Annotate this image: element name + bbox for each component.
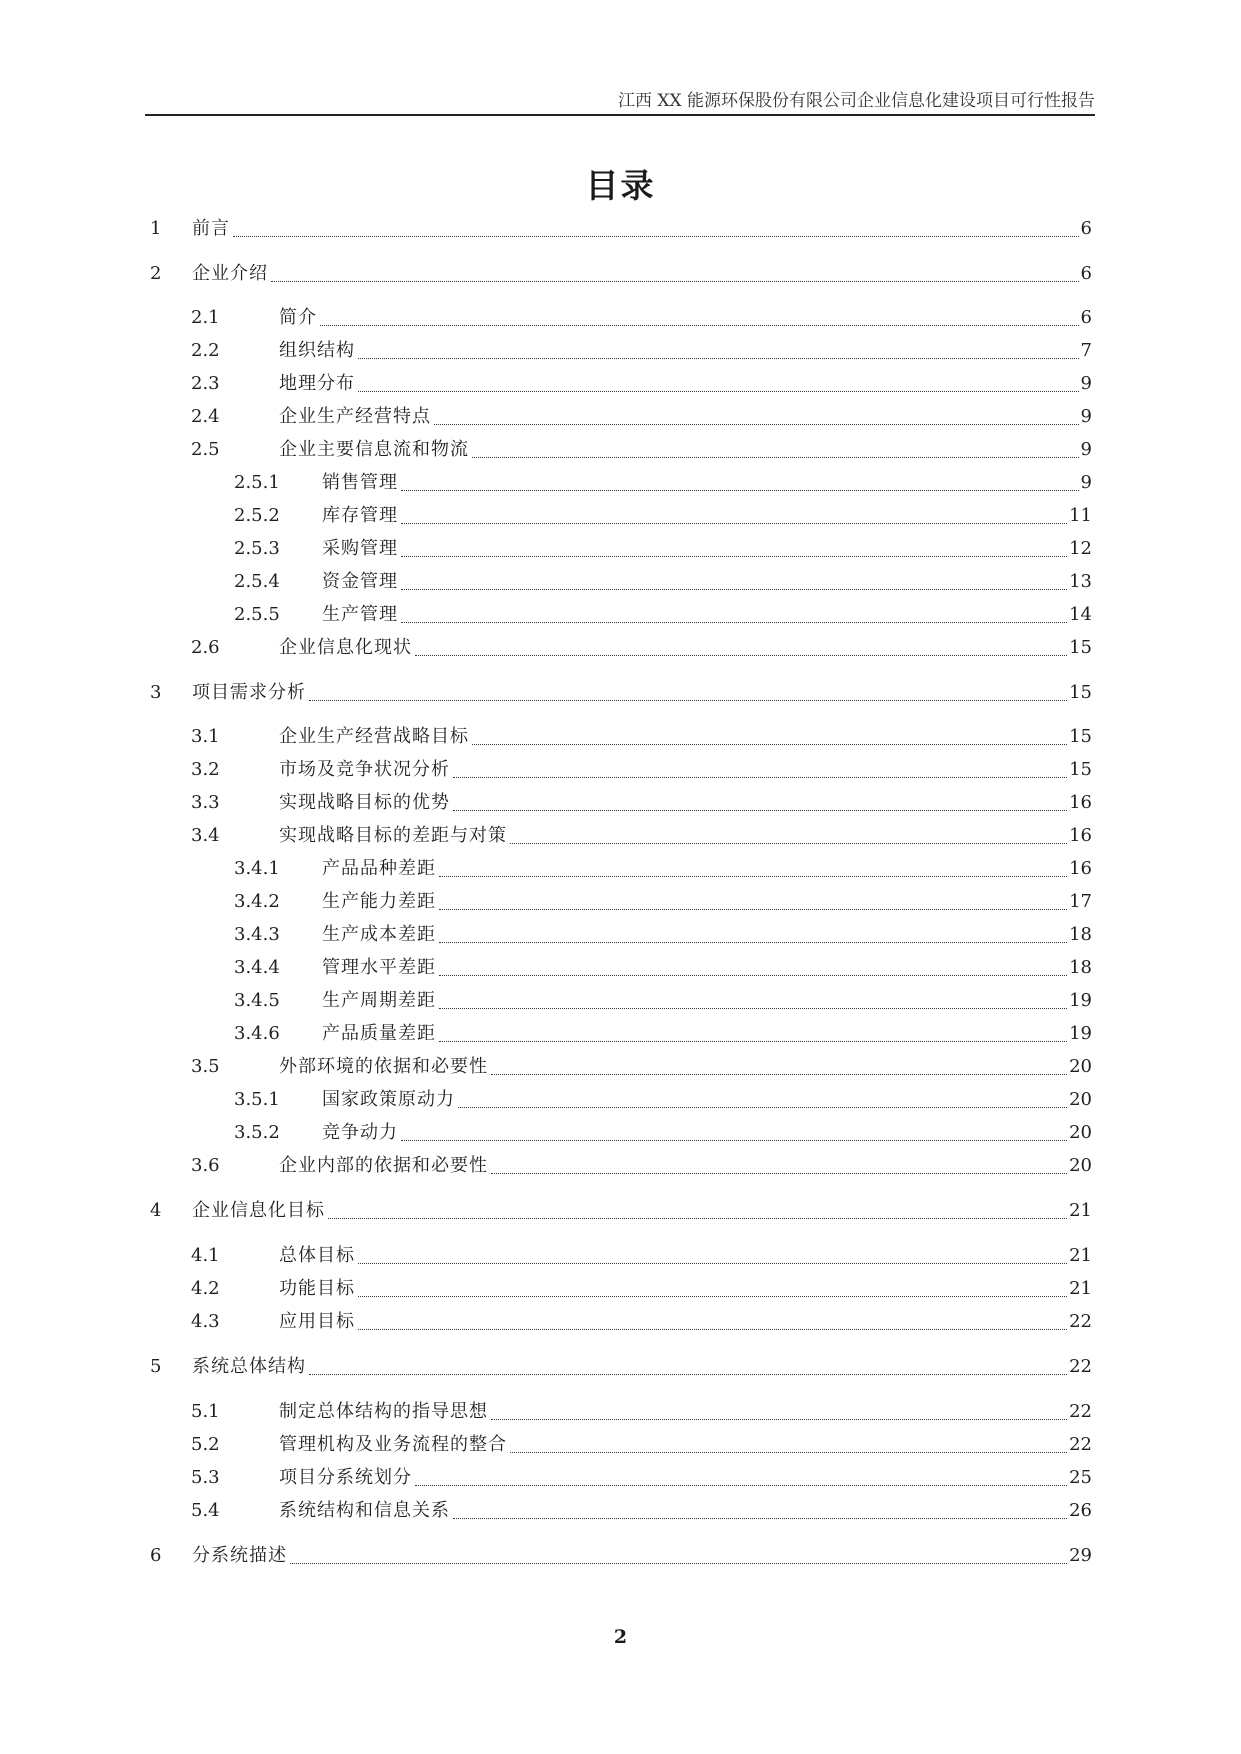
toc-entry-number: 5.1 (191, 1401, 220, 1422)
toc-entry-title: 实现战略目标的差距与对策 (279, 825, 507, 846)
toc-entry-title: 销售管理 (322, 472, 398, 493)
toc-entry-page: 9 (1080, 373, 1092, 394)
toc-entry-number: 2.2 (191, 340, 220, 361)
dot-leader (233, 236, 1079, 237)
dot-leader (401, 556, 1067, 557)
toc-entry[interactable] (191, 1275, 1092, 1303)
toc-entry-number: 5.3 (191, 1467, 220, 1488)
dot-leader (439, 1008, 1067, 1009)
toc-entry-page: 11 (1069, 505, 1092, 526)
dot-leader (320, 325, 1079, 326)
toc-entry-page: 16 (1069, 858, 1092, 879)
toc-entry[interactable] (234, 921, 1092, 949)
dot-leader (439, 942, 1067, 943)
toc-entry-title: 产品质量差距 (322, 1023, 436, 1044)
toc-entry-page: 15 (1069, 726, 1092, 747)
dot-leader (358, 1263, 1067, 1264)
toc-entry-title: 制定总体结构的指导思想 (279, 1401, 488, 1422)
toc-entry-page: 26 (1069, 1500, 1092, 1521)
toc-entry-title: 实现战略目标的优势 (279, 792, 450, 813)
toc-entry-title: 竞争动力 (322, 1122, 398, 1143)
toc-entry[interactable] (191, 1497, 1092, 1525)
toc-entry-page: 7 (1080, 340, 1092, 361)
toc-entry[interactable] (150, 1353, 1092, 1381)
toc-entry-title: 企业信息化现状 (279, 637, 412, 658)
toc-entry-number: 2.5.2 (234, 505, 280, 526)
toc-entry-number: 4.2 (191, 1278, 220, 1299)
toc-entry-page: 18 (1069, 957, 1092, 978)
toc-entry-number: 3.4.5 (234, 990, 280, 1011)
toc-entry-number: 2 (150, 263, 162, 284)
toc-entry-number: 2.5.4 (234, 571, 280, 592)
toc-entry-number: 3.6 (191, 1155, 220, 1176)
dot-leader (401, 622, 1067, 623)
toc-heading: 目录 (585, 166, 656, 205)
toc-entry-title: 项目需求分析 (192, 682, 306, 703)
toc-entry-page: 15 (1069, 759, 1092, 780)
toc-entry-title: 生产成本差距 (322, 924, 436, 945)
toc-entry[interactable] (150, 679, 1092, 707)
toc-entry[interactable] (191, 1152, 1092, 1180)
dot-leader (328, 1218, 1067, 1219)
toc-entry-number: 4.3 (191, 1311, 220, 1332)
toc-entry[interactable] (234, 987, 1092, 1015)
toc-entry[interactable] (234, 1020, 1092, 1048)
toc-entry-number: 3.5 (191, 1056, 220, 1077)
toc-entry-number: 2.1 (191, 307, 220, 328)
toc-entry[interactable] (191, 723, 1092, 751)
toc-entry-title: 企业生产经营战略目标 (279, 726, 469, 747)
toc-entry-title: 库存管理 (322, 505, 398, 526)
toc-entry-page: 14 (1069, 604, 1092, 625)
toc-entry-number: 5 (150, 1356, 162, 1377)
dot-leader (510, 1452, 1067, 1453)
toc-entry-number: 2.3 (191, 373, 220, 394)
toc-entry[interactable] (191, 1431, 1092, 1459)
dot-leader (271, 281, 1079, 282)
toc-entry-title: 系统结构和信息关系 (279, 1500, 450, 1521)
dot-leader (491, 1074, 1067, 1075)
dot-leader (309, 700, 1067, 701)
toc-entry-number: 3.4.3 (234, 924, 280, 945)
dot-leader (415, 655, 1067, 656)
toc-entry-title: 地理分布 (279, 373, 355, 394)
toc-entry-page: 22 (1069, 1356, 1092, 1377)
toc-entry-title: 组织结构 (279, 340, 355, 361)
dot-leader (491, 1173, 1067, 1174)
toc-entry[interactable] (234, 1119, 1092, 1147)
toc-entry-number: 4 (150, 1200, 162, 1221)
toc-entry-title: 系统总体结构 (192, 1356, 306, 1377)
toc-entry-page: 20 (1069, 1155, 1092, 1176)
toc-entry[interactable] (150, 1542, 1092, 1570)
toc-entry-page: 21 (1069, 1245, 1092, 1266)
toc-entry-page: 22 (1069, 1434, 1092, 1455)
toc-entry-title: 生产周期差距 (322, 990, 436, 1011)
toc-entry-page: 9 (1080, 439, 1092, 460)
toc-entry[interactable] (234, 1086, 1092, 1114)
toc-entry-number: 4.1 (191, 1245, 220, 1266)
toc-entry-page: 9 (1080, 406, 1092, 427)
toc-entry[interactable] (150, 215, 1092, 243)
toc-entry-title: 外部环境的依据和必要性 (279, 1056, 488, 1077)
dot-leader (439, 975, 1067, 976)
toc-entry-page: 22 (1069, 1401, 1092, 1422)
toc-entry[interactable] (191, 304, 1092, 332)
toc-entry[interactable] (191, 634, 1092, 662)
dot-leader (458, 1107, 1067, 1108)
toc-entry-page: 19 (1069, 990, 1092, 1011)
toc-entry-title: 应用目标 (279, 1311, 355, 1332)
toc-entry-title: 管理水平差距 (322, 957, 436, 978)
toc-entry-number: 3.5.2 (234, 1122, 280, 1143)
toc-entry[interactable] (234, 888, 1092, 916)
dot-leader (401, 589, 1067, 590)
toc-entry[interactable] (191, 436, 1092, 464)
dot-leader (472, 744, 1067, 745)
toc-entry-number: 2.4 (191, 406, 220, 427)
toc-entry-title: 功能目标 (279, 1278, 355, 1299)
toc-entry[interactable] (234, 855, 1092, 883)
dot-leader (309, 1374, 1067, 1375)
toc-entry[interactable] (191, 822, 1092, 850)
dot-leader (358, 1296, 1067, 1297)
dot-leader (472, 457, 1079, 458)
toc-entry-title: 生产管理 (322, 604, 398, 625)
toc-entry-number: 2.5.5 (234, 604, 280, 625)
toc-entry-title: 简介 (279, 307, 317, 328)
toc-entry-number: 2.5 (191, 439, 220, 460)
toc-entry[interactable] (234, 568, 1092, 596)
toc-entry-title: 国家政策原动力 (322, 1089, 455, 1110)
toc-entry[interactable] (234, 502, 1092, 530)
toc-entry-number: 3.4.2 (234, 891, 280, 912)
toc-entry[interactable] (234, 535, 1092, 563)
toc-entry-title: 生产能力差距 (322, 891, 436, 912)
dot-leader (415, 1485, 1067, 1486)
dot-leader (358, 358, 1079, 359)
toc-entry-title: 企业介绍 (192, 263, 268, 284)
dot-leader (491, 1419, 1067, 1420)
toc-entry-number: 6 (150, 1545, 162, 1566)
toc-entry[interactable] (150, 260, 1092, 288)
dot-leader (401, 1140, 1067, 1141)
toc-entry-number: 3.1 (191, 726, 220, 747)
toc-entry-title: 企业内部的依据和必要性 (279, 1155, 488, 1176)
toc-entry[interactable] (234, 601, 1092, 629)
toc-entry[interactable] (191, 370, 1092, 398)
toc-entry-page: 20 (1069, 1089, 1092, 1110)
dot-leader (290, 1563, 1067, 1564)
toc-entry[interactable] (191, 337, 1092, 365)
toc-entry[interactable] (191, 789, 1092, 817)
dot-leader (453, 810, 1067, 811)
dot-leader (401, 523, 1067, 524)
toc-entry[interactable] (234, 954, 1092, 982)
toc-entry-page: 6 (1080, 263, 1092, 284)
toc-entry[interactable] (191, 1242, 1092, 1270)
toc-entry-page: 29 (1069, 1545, 1092, 1566)
toc-entry-page: 15 (1069, 637, 1092, 658)
toc-entry-page: 25 (1069, 1467, 1092, 1488)
toc-entry-number: 3 (150, 682, 162, 703)
dot-leader (453, 1518, 1067, 1519)
toc-entry-number: 3.4 (191, 825, 220, 846)
toc-entry[interactable] (191, 1308, 1092, 1336)
toc-entry-page: 6 (1080, 307, 1092, 328)
toc-entry-title: 项目分系统划分 (279, 1467, 412, 1488)
toc-entry-page: 22 (1069, 1311, 1092, 1332)
toc-entry-number: 3.5.1 (234, 1089, 280, 1110)
toc-entry[interactable] (234, 469, 1092, 497)
toc-entry-page: 21 (1069, 1278, 1092, 1299)
toc-entry-page: 18 (1069, 924, 1092, 945)
dot-leader (439, 909, 1067, 910)
toc-entry-title: 管理机构及业务流程的整合 (279, 1434, 507, 1455)
toc-entry[interactable] (191, 756, 1092, 784)
toc-entry-page: 9 (1080, 472, 1092, 493)
dot-leader (439, 876, 1067, 877)
dot-leader (439, 1041, 1067, 1042)
dot-leader (358, 1329, 1067, 1330)
toc-entry-title: 企业生产经营特点 (279, 406, 431, 427)
toc-entry-title: 企业信息化目标 (192, 1200, 325, 1221)
toc-entry-title: 采购管理 (322, 538, 398, 559)
toc-entry[interactable] (191, 1398, 1092, 1426)
toc-entry[interactable] (191, 1464, 1092, 1492)
toc-entry-number: 3.2 (191, 759, 220, 780)
toc-entry-number: 5.4 (191, 1500, 220, 1521)
toc-entry-title: 前言 (192, 218, 230, 239)
toc-entry-page: 20 (1069, 1056, 1092, 1077)
toc-entry-title: 分系统描述 (192, 1545, 287, 1566)
toc-entry-page: 13 (1069, 571, 1092, 592)
dot-leader (358, 391, 1079, 392)
toc-entry-page: 16 (1069, 825, 1092, 846)
dot-leader (401, 490, 1079, 491)
toc-entry-page: 21 (1069, 1200, 1092, 1221)
toc-entry-number: 3.4.6 (234, 1023, 280, 1044)
toc-entry-number: 5.2 (191, 1434, 220, 1455)
toc-entry-title: 企业主要信息流和物流 (279, 439, 469, 460)
toc-entry-number: 2.5.1 (234, 472, 280, 493)
toc-entry-page: 6 (1080, 218, 1092, 239)
dot-leader (510, 843, 1067, 844)
toc-entry-page: 20 (1069, 1122, 1092, 1143)
toc-entry-page: 16 (1069, 792, 1092, 813)
toc-entry-number: 3.4.4 (234, 957, 280, 978)
toc-entry-page: 19 (1069, 1023, 1092, 1044)
toc-entry-number: 3.3 (191, 792, 220, 813)
toc-entry-title: 资金管理 (322, 571, 398, 592)
dot-leader (434, 424, 1079, 425)
toc-entry-title: 市场及竞争状况分析 (279, 759, 450, 780)
toc-entry[interactable] (191, 403, 1092, 431)
toc-entry-title: 产品品种差距 (322, 858, 436, 879)
toc-entry-page: 17 (1069, 891, 1092, 912)
toc-entry[interactable] (191, 1053, 1092, 1081)
toc-entry-page: 12 (1069, 538, 1092, 559)
toc-entry-number: 2.5.3 (234, 538, 280, 559)
toc-entry-number: 1 (150, 218, 162, 239)
page-number: 2 (613, 1626, 628, 1648)
toc-entry-number: 3.4.1 (234, 858, 280, 879)
running-header: 江西 XX 能源环保股份有限公司企业信息化建设项目可行性报告 (617, 91, 1095, 111)
toc-entry-title: 总体目标 (279, 1245, 355, 1266)
dot-leader (453, 777, 1067, 778)
toc-entry-number: 2.6 (191, 637, 220, 658)
toc-entry-page: 15 (1069, 682, 1092, 703)
toc-entry[interactable] (150, 1197, 1092, 1225)
